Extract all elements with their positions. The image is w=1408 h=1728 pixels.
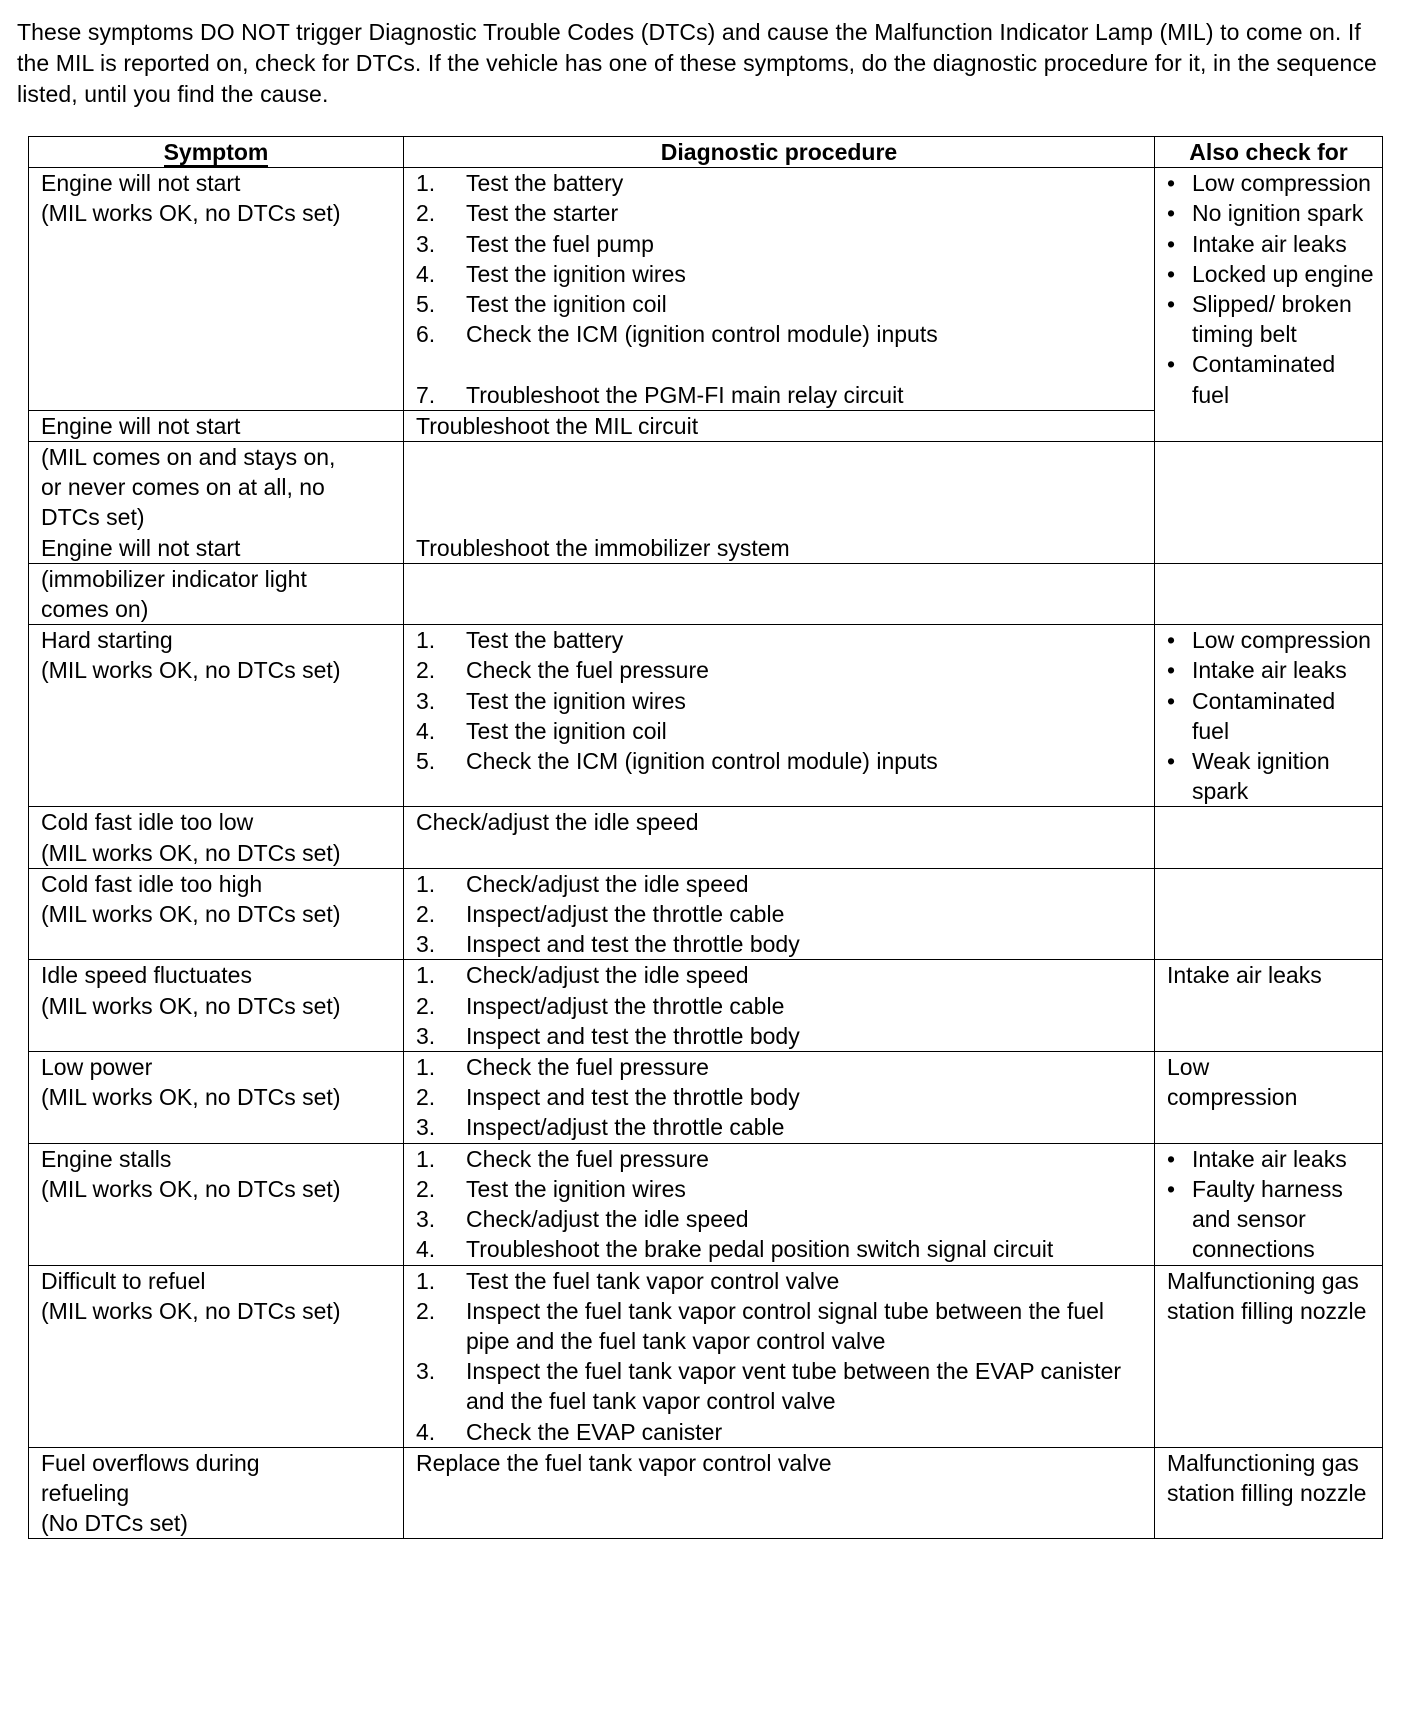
symptom-line: Engine will not start [41, 170, 241, 197]
step-number: 3. [416, 230, 436, 257]
step-number: 1. [416, 1267, 436, 1294]
procedure-cell [404, 1052, 1155, 1144]
also-check-item [1167, 746, 1378, 806]
spacer-line [416, 502, 1148, 532]
also-check-text: Intake air leaks [1192, 1145, 1347, 1172]
intro-paragraph: These symptoms DO NOT trigger Diagnostic Trouble Codes (DTCs) and cause the Malfunction Indicator Lamp (MIL) to come on. If the MIL is reported on, check for DTCs. If the vehicle has one of these symptoms, do the diagnostic procedure for it, in the sequence listed, until you find the cause. [17, 19, 1377, 107]
procedure-step [416, 960, 1148, 990]
procedure-step [416, 380, 1148, 410]
procedure-step [416, 655, 1148, 685]
step-text: Inspect the fuel tank vapor control signal tube between the fuel pipe and the fuel tank vapor control valve [466, 1297, 1105, 1354]
step-number: 1. [416, 170, 436, 197]
procedure-steps [416, 1052, 1148, 1143]
symptom-line: (MIL works OK, no DTCs set) [41, 992, 341, 1019]
table-row [29, 807, 1383, 868]
step-number: 2. [416, 200, 436, 227]
header-symptom [29, 137, 404, 168]
procedure-text: Troubleshoot the MIL circuit [416, 412, 699, 439]
procedure-step [416, 1082, 1148, 1112]
also-check-text: Contaminated fuel [1192, 687, 1336, 744]
procedure-step [416, 229, 1148, 259]
symptom-cell [29, 1143, 404, 1265]
step-text: Check/adjust the idle speed [466, 1206, 749, 1233]
symptom-cell [29, 1447, 404, 1539]
procedure-cell [404, 442, 1155, 564]
also-check-list [1167, 1144, 1378, 1265]
step-text: Test the ignition coil [466, 717, 667, 744]
step-number: 3. [416, 931, 436, 958]
step-number: 2. [416, 1297, 436, 1324]
procedure-cell [404, 868, 1155, 960]
bullet: • [1167, 657, 1176, 684]
step-text: Check the EVAP canister [466, 1418, 723, 1445]
also-check-text: Low compression [1167, 1054, 1298, 1111]
also-check-cell [1155, 442, 1383, 564]
also-check-list [1167, 168, 1378, 410]
procedure-step [416, 899, 1148, 929]
also-check-cell [1155, 807, 1383, 868]
symptom-cell [29, 868, 404, 960]
procedure-step [416, 1204, 1148, 1234]
symptom-line: Engine stalls [41, 1145, 172, 1172]
also-check-item [1167, 625, 1378, 655]
symptom-line: Engine will not start [41, 534, 241, 561]
symptom-cell [29, 1265, 404, 1447]
bullet: • [1167, 1145, 1176, 1172]
also-check-text: Weak ignition spark [1192, 748, 1330, 805]
step-text: Test the fuel pump [466, 230, 654, 257]
step-text: Test the battery [466, 170, 624, 197]
procedure-cell [404, 563, 1155, 624]
symptom-line: Difficult to refuel [41, 1267, 206, 1294]
symptom-line: Idle speed fluctuates [41, 962, 252, 989]
step-number: 2. [416, 1084, 436, 1111]
symptom-line: (immobilizer indicator light [41, 565, 307, 592]
step-number: 6. [416, 321, 436, 348]
procedure-step [416, 869, 1148, 899]
table-header-row [29, 137, 1383, 168]
also-check-cell [1155, 868, 1383, 960]
procedure-step [416, 1234, 1148, 1264]
symptom-line: refueling [41, 1479, 130, 1506]
symptom-line: comes on) [41, 596, 149, 623]
symptom-line: Engine will not start [41, 412, 241, 439]
bullet: • [1167, 170, 1176, 197]
procedure-text: Troubleshoot the immobilizer system [416, 534, 790, 561]
step-text: Inspect/adjust the throttle cable [466, 901, 785, 928]
bullet: • [1167, 687, 1176, 714]
also-check-item [1167, 1174, 1378, 1265]
also-check-cell [1155, 1143, 1383, 1265]
step-number: 1. [416, 1054, 436, 1081]
also-check-item [1167, 655, 1378, 685]
symptom-cell [29, 960, 404, 1052]
spacer-line [416, 442, 1148, 472]
step-text: Test the battery [466, 627, 624, 654]
step-text: Inspect and test the throttle body [466, 1084, 800, 1111]
step-text: Check the fuel pressure [466, 657, 709, 684]
procedure-cell [404, 625, 1155, 807]
symptom-line: (MIL works OK, no DTCs set) [41, 200, 341, 227]
step-number: 1. [416, 962, 436, 989]
step-number: 2. [416, 1175, 436, 1202]
also-check-item [1167, 229, 1378, 259]
procedure-steps [416, 960, 1148, 1051]
symptom-line: (MIL works OK, no DTCs set) [41, 1084, 341, 1111]
symptom-line: (No DTCs set) [41, 1510, 188, 1537]
symptom-line: (MIL works OK, no DTCs set) [41, 1297, 341, 1324]
symptom-line: or never comes on at all, no [41, 474, 325, 501]
step-number: 3. [416, 1206, 436, 1233]
procedure-step [416, 1144, 1148, 1174]
symptom-line: Fuel overflows during [41, 1449, 260, 1476]
also-check-text: Malfunctioning gas station filling nozzle [1167, 1449, 1367, 1506]
procedure-step [416, 991, 1148, 1021]
step-number: 4. [416, 1236, 436, 1263]
procedure-text: Check/adjust the idle speed [416, 809, 699, 836]
also-check-item [1167, 1144, 1378, 1174]
procedure-step [416, 746, 1148, 776]
header-also-check: Also check for [1155, 137, 1383, 168]
also-check-text: Low compression [1192, 170, 1371, 197]
also-check-text: Low compression [1192, 627, 1371, 654]
procedure-steps [416, 1144, 1148, 1265]
table-row [29, 1052, 1383, 1144]
bullet: • [1167, 200, 1176, 227]
step-number: 7. [416, 381, 436, 408]
also-check-item [1167, 198, 1378, 228]
procedure-cell [404, 1447, 1155, 1539]
step-text: Inspect and test the throttle body [466, 1022, 800, 1049]
also-check-text: Faulty harness and sensor connections [1192, 1175, 1343, 1263]
procedure-text: Replace the fuel tank vapor control valve [416, 1449, 832, 1476]
step-number: 3. [416, 687, 436, 714]
step-number: 2. [416, 992, 436, 1019]
symptom-line: (MIL works OK, no DTCs set) [41, 657, 341, 684]
spacer-line [416, 472, 1148, 502]
step-text: Test the ignition wires [466, 260, 686, 287]
step-number: 2. [416, 657, 436, 684]
also-check-cell [1155, 563, 1383, 624]
also-check-text: No ignition spark [1192, 200, 1364, 227]
symptom-line: Cold fast idle too low [41, 809, 254, 836]
table-row [29, 168, 1383, 411]
symptom-cell [29, 1052, 404, 1144]
step-text: Test the ignition coil [466, 291, 667, 318]
step-number: 4. [416, 1418, 436, 1445]
step-number: 1. [416, 627, 436, 654]
symptom-line: (MIL works OK, no DTCs set) [41, 839, 341, 866]
table-row [29, 1447, 1383, 1539]
procedure-step [416, 168, 1148, 198]
procedure-step [416, 259, 1148, 289]
symptom-line: (MIL works OK, no DTCs set) [41, 1175, 341, 1202]
step-text: Test the starter [466, 200, 619, 227]
procedure-step [416, 1174, 1148, 1204]
procedure-step [416, 625, 1148, 655]
step-number: 3. [416, 1022, 436, 1049]
step-text: Check/adjust the idle speed [466, 962, 749, 989]
step-text: Inspect the fuel tank vapor vent tube between the EVAP canister and the fuel tank vapor control valve [466, 1358, 1122, 1415]
symptom-line: DTCs set) [41, 504, 145, 531]
also-check-text: Intake air leaks [1167, 962, 1322, 989]
step-number: 4. [416, 260, 436, 287]
step-text: Inspect and test the throttle body [466, 931, 800, 958]
also-check-cell [1155, 1447, 1383, 1539]
also-check-cell [1155, 960, 1383, 1052]
step-text: Troubleshoot the PGM-FI main relay circuit [466, 381, 904, 408]
procedure-step [416, 1112, 1148, 1142]
also-check-text: Intake air leaks [1192, 657, 1347, 684]
step-text: Test the fuel tank vapor control valve [466, 1267, 840, 1294]
step-text: Check/adjust the idle speed [466, 870, 749, 897]
step-text: Test the ignition wires [466, 687, 686, 714]
symptom-cell [29, 625, 404, 807]
also-check-item [1167, 168, 1378, 198]
procedure-step [416, 319, 1148, 349]
step-text: Troubleshoot the brake pedal position switch signal circuit [466, 1236, 1054, 1263]
procedure-cell [404, 960, 1155, 1052]
also-check-item [1167, 349, 1378, 409]
step-number: 2. [416, 901, 436, 928]
also-check-cell [1155, 1265, 1383, 1447]
step-text: Check the fuel pressure [466, 1145, 709, 1172]
procedure-step [416, 929, 1148, 959]
procedure-step [416, 198, 1148, 228]
step-text: Inspect/adjust the throttle cable [466, 992, 785, 1019]
symptom-cell [29, 442, 404, 564]
also-check-text: Slipped/ broken timing belt [1192, 291, 1352, 348]
procedure-step [416, 1266, 1148, 1296]
also-check-item [1167, 289, 1378, 349]
also-check-item [1167, 686, 1378, 746]
step-number: 5. [416, 748, 436, 775]
step-text: Check the fuel pressure [466, 1054, 709, 1081]
also-check-text: Contaminated fuel [1192, 351, 1336, 408]
diagnostic-table [28, 136, 1383, 1539]
procedure-steps [416, 625, 1148, 776]
procedure-step [416, 1296, 1148, 1356]
procedure-cell [404, 1265, 1155, 1447]
table-row [29, 868, 1383, 960]
symptom-cell [29, 410, 404, 441]
procedure-step [416, 686, 1148, 716]
procedure-steps [416, 869, 1148, 960]
symptom-line: Cold fast idle too high [41, 870, 263, 897]
symptom-cell [29, 168, 404, 411]
procedure-step [416, 289, 1148, 319]
procedure-step [416, 1356, 1148, 1416]
step-number: 5. [416, 291, 436, 318]
symptom-line: (MIL works OK, no DTCs set) [41, 901, 341, 928]
step-number: 3. [416, 1358, 436, 1385]
table-row [29, 442, 1383, 564]
step-number: 1. [416, 870, 436, 897]
table-row [29, 563, 1383, 624]
bullet: • [1167, 351, 1176, 378]
symptom-line: Hard starting [41, 627, 173, 654]
procedure-cell [404, 410, 1155, 441]
symptom-line: Low power [41, 1054, 153, 1081]
procedure-step [416, 1052, 1148, 1082]
table-row [29, 1265, 1383, 1447]
procedure-steps [416, 168, 1148, 410]
table-row [29, 960, 1383, 1052]
also-check-cell [1155, 168, 1383, 442]
bullet: • [1167, 627, 1176, 654]
bullet: • [1167, 748, 1176, 775]
also-check-text: Locked up engine [1192, 260, 1374, 287]
procedure-cell [404, 807, 1155, 868]
step-text: Check the ICM (ignition control module) inputs [466, 748, 938, 775]
also-check-cell [1155, 1052, 1383, 1144]
table-row [29, 625, 1383, 807]
bullet: • [1167, 291, 1176, 318]
also-check-text: Malfunctioning gas station filling nozzle [1167, 1267, 1367, 1324]
also-check-list [1167, 625, 1378, 806]
step-number: 1. [416, 1145, 436, 1172]
procedure-cell [404, 1143, 1155, 1265]
table-row [29, 1143, 1383, 1265]
bullet: • [1167, 260, 1176, 287]
procedure-step [416, 1417, 1148, 1447]
procedure-step [416, 1021, 1148, 1051]
step-text: Inspect/adjust the throttle cable [466, 1114, 785, 1141]
step-text: Test the ignition wires [466, 1175, 686, 1202]
step-number: 4. [416, 717, 436, 744]
step-text: Check the ICM (ignition control module) inputs [466, 321, 938, 348]
also-check-cell [1155, 625, 1383, 807]
symptom-line: (MIL comes on and stays on, [41, 444, 336, 471]
step-number: 3. [416, 1114, 436, 1141]
bullet: • [1167, 230, 1176, 257]
header-procedure: Diagnostic procedure [404, 137, 1155, 168]
bullet: • [1167, 1175, 1176, 1202]
also-check-text: Intake air leaks [1192, 230, 1347, 257]
procedure-cell [404, 168, 1155, 411]
symptom-cell [29, 563, 404, 624]
symptom-cell [29, 807, 404, 868]
procedure-steps [416, 1266, 1148, 1447]
also-check-item [1167, 259, 1378, 289]
header-symptom-label: Symptom [163, 139, 269, 165]
procedure-step [416, 716, 1148, 746]
